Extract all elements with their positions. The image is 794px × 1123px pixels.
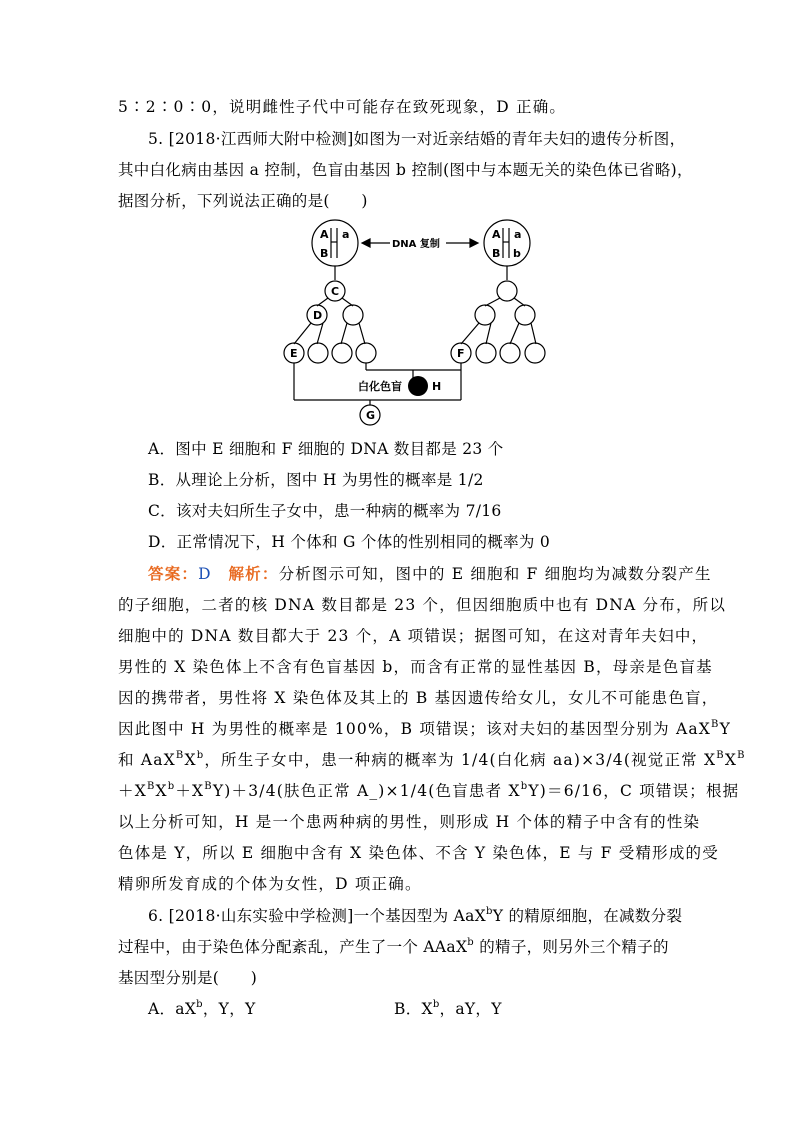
analysis-line: 因的携带者，男性将 X 染色体及其上的 B 基因遗传给女儿，女儿不可能患色盲， bbox=[118, 689, 719, 707]
option-b: B．从理论上分析，图中 H 为男性的概率是 1/2 bbox=[148, 471, 484, 489]
analysis-line: 以上分析可知，H 是一个患两种病的男性，则形成 H 个体的精子中含有的性染 bbox=[118, 813, 701, 831]
analysis-line: 和 $AaX^BX^b$，所生子女中，患一种病的概率为 1/4(白化病 aa)×3/4(视觉正常 $X^BX^B$ bbox=[118, 749, 746, 769]
node-d-label: D bbox=[313, 309, 323, 322]
text-line: 5∶2∶0∶0，说明雌性子代中可能存在致死现象，D 正确。 bbox=[118, 98, 567, 116]
answer-label: 答案： bbox=[148, 564, 199, 583]
analysis-line: 的子细胞，二者的核 DNA 数目都是 23 个，但因细胞质中也有 DNA 分布，所以 bbox=[118, 596, 727, 614]
question-5-line-2: 其中白化病由基因 a 控制，色盲由基因 b 控制(图中与本题无关的染色体已省略)， bbox=[118, 161, 693, 179]
option-d: D．正常情况下，H 个体和 G 个体的性别相同的概率为 0 bbox=[148, 533, 551, 551]
question-6-line-2: 过程中，由于染色体分配紊乱，产生了一个 AAaX$^b$ 的精子，则另外三个精子的 bbox=[118, 936, 669, 956]
analysis-line: 因此图中 H 为男性的概率是 100%，B 项错误；该对夫妇的基因型分别为 AaX$^B$Y bbox=[118, 718, 732, 738]
option-c: C．该对夫妇所生子女中，患一种病的概率为 7/16 bbox=[148, 502, 502, 520]
right-cell-allele-A: A bbox=[492, 228, 501, 241]
node-h-label: H bbox=[432, 380, 442, 393]
node-f-label: F bbox=[457, 347, 465, 360]
q6-option-a: A．$aX^b$，Y，Y bbox=[148, 998, 256, 1018]
analysis-text: 分析图示可知，图中的 E 细胞和 F 细胞均为减数分裂产生 bbox=[278, 565, 712, 583]
answer-line-1 bbox=[148, 562, 712, 586]
question-5-line-3: 据图分析，下列说法正确的是( ) bbox=[118, 192, 368, 210]
right-cell-allele-b: b bbox=[513, 247, 521, 260]
q6-option-b: B．$X^b$，aY，Y bbox=[394, 998, 502, 1018]
right-cell-allele-B: B bbox=[492, 247, 501, 260]
question-6-line-3: 基因型分别是( ) bbox=[118, 969, 258, 987]
albinism-colorblind-label: 白化色盲 bbox=[358, 380, 402, 393]
node-e-label: E bbox=[290, 347, 298, 360]
left-cell-allele-A: A bbox=[320, 228, 329, 241]
left-cell-allele-a: a bbox=[342, 228, 350, 241]
analysis-line: $+X^BX^b+X^BY)+3/4$(肤色正常 A_)×1/4(色盲患者 $X^bY)=6/16$，C 项错误；根据 bbox=[118, 780, 740, 800]
left-cell-allele-B: B bbox=[320, 247, 329, 260]
dna-replication-label: DNA 复制 bbox=[392, 239, 440, 250]
node-c-label: C bbox=[331, 285, 340, 298]
analysis-line: 精卵所发育成的个体为女性，D 项正确。 bbox=[118, 875, 422, 893]
node-g-label: G bbox=[366, 409, 376, 422]
question-5-line-1: 5. [2018·江西师大附中检测]如图为一对近亲结婚的青年夫妇的遗传分析图， bbox=[148, 130, 686, 148]
question-6-line-1: 6. [2018·山东实验中学检测]一个基因型为 AaX$^b$Y 的精原细胞，在减数分裂 bbox=[148, 905, 683, 925]
genetic-diagram bbox=[270, 218, 560, 430]
analysis-line: 色体是 Y，所以 E 细胞中含有 X 染色体、不含 Y 染色体，E 与 F 受精形成的受 bbox=[118, 844, 719, 862]
answer-value: D bbox=[198, 565, 212, 583]
analysis-label: 解析： bbox=[228, 564, 279, 583]
right-cell-allele-a: a bbox=[514, 228, 522, 241]
option-a: A．图中 E 细胞和 F 细胞的 DNA 数目都是 23 个 bbox=[148, 440, 504, 458]
analysis-line: 男性的 X 染色体上不含有色盲基因 b，而含有正常的显性基因 B，母亲是色盲基 bbox=[118, 658, 713, 676]
analysis-line: 细胞中的 DNA 数目都大于 23 个，A 项错误；据图可知，在这对青年夫妇中， bbox=[118, 627, 709, 645]
